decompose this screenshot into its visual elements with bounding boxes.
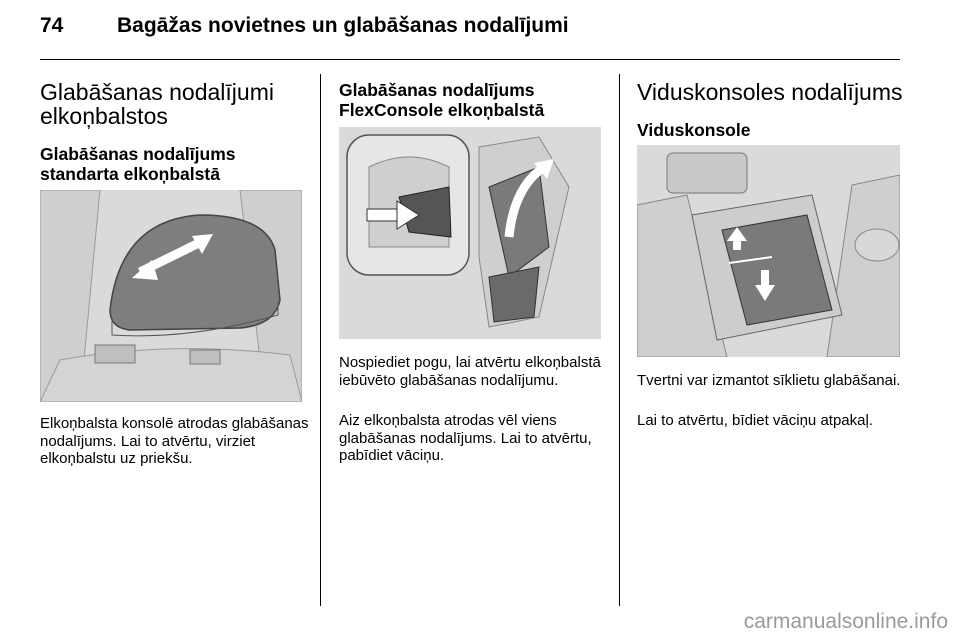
standard-armrest-subheading: Glabāšanas nodalījums standarta elkoņbalstā: [40, 144, 236, 184]
center-console-illustration: [637, 145, 900, 357]
center-console-subheading: Viduskonsole: [637, 120, 751, 140]
center-console-text-1: Tvertni var izmantot sīklietu glabāšanai.: [637, 372, 901, 389]
armrest-storage-heading: Glabāšanas nodalījumi elkoņbalstos: [40, 79, 274, 129]
flexconsole-subheading: Glabāšanas nodalījums FlexConsole elkoņbalstā: [339, 80, 545, 120]
center-console-heading: Viduskonsoles nodalījums: [637, 79, 903, 105]
footer-watermark: carmanualsonline.info: [743, 610, 948, 633]
page-number: 74: [40, 14, 64, 37]
standard-armrest-text: Elkoņbalsta konsolē atrodas glabāšanas nodalījums. Lai to atvērtu, virziet elkoņbalstu uz priekšu.: [40, 415, 309, 467]
column-divider-2: [619, 74, 620, 606]
flexconsole-text-1: Nospiediet pogu, lai atvērtu elkoņbalstā iebūvēto glabāšanas nodalījumu.: [339, 354, 601, 389]
center-console-text-2: Lai to atvērtu, bīdiet vāciņu atpakaļ.: [637, 412, 873, 429]
flexconsole-illustration: [339, 127, 601, 339]
flexconsole-text-2: Aiz elkoņbalsta atrodas vēl viens glabāšanas nodalījums. Lai to atvērtu, pabīdiet vāciņu.: [339, 412, 592, 464]
page-header-title: Bagāžas novietnes un glabāšanas nodalījumi: [117, 14, 569, 37]
header-rule: [40, 59, 900, 60]
column-divider-1: [320, 74, 321, 606]
standard-armrest-illustration: [40, 190, 302, 402]
